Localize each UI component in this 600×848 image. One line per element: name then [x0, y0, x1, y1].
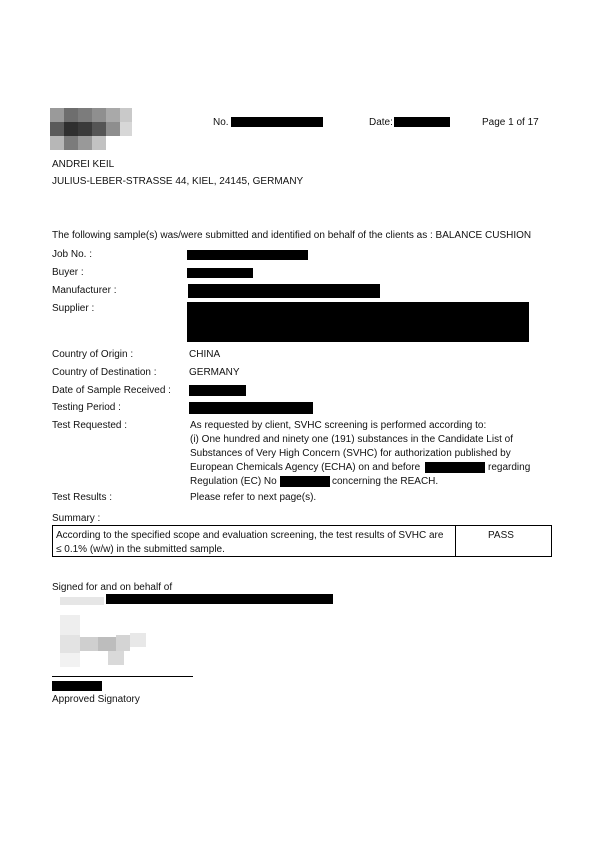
summary-divider	[455, 525, 456, 557]
company-logo	[50, 108, 132, 152]
test-requested-line-5b: concerning the REACH.	[332, 476, 439, 487]
date-received-label: Date of Sample Received :	[52, 385, 171, 396]
signed-for-label: Signed for and on behalf of	[52, 582, 173, 593]
test-requested-line-4: European Chemicals Agency (ECHA) on and before	[190, 462, 421, 473]
redacted-report-no	[231, 117, 323, 127]
supplier-label: Supplier :	[52, 303, 95, 314]
redacted-buyer	[187, 268, 253, 278]
client-address: JULIUS-LEBER-STRASSE 44, KIEL, 24145, GERMANY	[52, 176, 304, 187]
redacted-signatory-name	[52, 681, 102, 691]
job-no-label: Job No. :	[52, 249, 93, 260]
redacted-supplier	[187, 302, 529, 342]
signature-image	[58, 615, 158, 671]
date-label: Date:	[369, 117, 393, 128]
redacted-manufacturer	[188, 284, 380, 298]
report-no-label: No.	[213, 117, 229, 128]
redacted-regulation-no	[280, 476, 330, 487]
test-requested-line-5: Regulation (EC) No	[190, 476, 277, 487]
test-requested-line-4b: regarding	[488, 462, 531, 473]
redacted-date-received	[189, 385, 246, 396]
testing-period-label: Testing Period :	[52, 402, 121, 413]
signature-line	[52, 676, 193, 677]
intro-text: The following sample(s) was/were submitted and identified on behalf of the clients as : BALANCE CUSHION	[52, 230, 532, 241]
country-destination-label: Country of Destination :	[52, 367, 157, 378]
country-origin-label: Country of Origin :	[52, 349, 134, 360]
redacted-job-no	[187, 250, 308, 260]
redacted-company-name	[106, 594, 333, 604]
country-destination-value: GERMANY	[189, 367, 240, 378]
test-results-value: Please refer to next page(s).	[190, 492, 317, 503]
country-origin-value: CHINA	[189, 349, 221, 360]
buyer-label: Buyer :	[52, 267, 84, 278]
test-requested-line-1: As requested by client, SVHC screening is performed according to:	[190, 420, 487, 431]
blurred-company-text	[60, 597, 104, 605]
summary-text-line-2: ≤ 0.1% (w/w) in the submitted sample.	[56, 544, 225, 555]
redacted-date	[394, 117, 450, 127]
test-requested-line-2: (i) One hundred and ninety one (191) substances in the Candidate List of	[190, 434, 513, 445]
summary-text-line-1: According to the specified scope and evaluation screening, the test results of SVHC are	[56, 530, 444, 541]
redacted-publication-date	[425, 462, 485, 473]
manufacturer-label: Manufacturer :	[52, 285, 117, 296]
approved-signatory-label: Approved Signatory	[52, 694, 140, 705]
summary-label: Summary :	[52, 513, 101, 524]
redacted-testing-period	[189, 402, 313, 414]
client-name: ANDREI KEIL	[52, 159, 115, 170]
summary-result: PASS	[488, 530, 514, 541]
page-number: Page 1 of 17	[482, 117, 539, 128]
test-requested-line-3: Substances of Very High Concern (SVHC) for authorization published by	[190, 448, 511, 459]
test-results-label: Test Results :	[52, 492, 113, 503]
test-requested-label: Test Requested :	[52, 420, 128, 431]
